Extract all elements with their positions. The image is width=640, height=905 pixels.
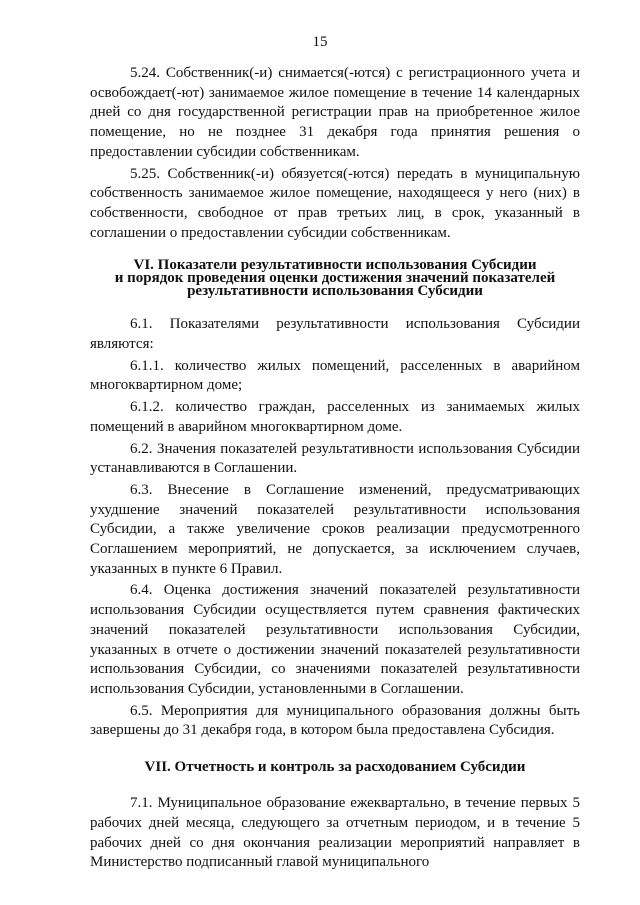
paragraph-7-1: 7.1. Муниципальное образование ежеквартально, в течение первых 5 рабочих дней месяца, следующего за отчетным периодом, и в течение 5 рабочих дней со дня окончания реализации мероприятий направляет в Министерство подписанный главой муниципального: [90, 795, 580, 871]
document-body: [90, 64, 580, 875]
paragraph-6-1-1: 6.1.1. количество жилых помещений, расселенных в аварийном многоквартирном доме;: [90, 357, 580, 394]
section-6-title-line-1: VI. Показатели результативности использования Субсидии: [133, 257, 537, 274]
section-6-title-line-2: и порядок проведения оценки достижения значений показателей: [114, 270, 556, 287]
paragraph-6-3: 6.3. Внесение в Соглашение изменений, предусматривающих ухудшение значений показателей результативности использования Субсидии, а также увеличение сроков реализации предусмотренного Соглашением мероприятий, не допускается, за исключением случаев, указанных в пункте 6 Правил.: [90, 481, 580, 577]
paragraph-6-5: 6.5. Мероприятия для муниципального образования должны быть завершены до 31 декабря года, в котором была предоставлена Субсидия.: [90, 702, 580, 739]
section-6-heading: [90, 259, 580, 298]
paragraph-6-1-2: 6.1.2. количество граждан, расселенных из занимаемых жилых помещений в аварийном многоквартирном доме.: [90, 399, 580, 435]
section-7-heading: [90, 758, 580, 777]
paragraph-5-25: 5.25. Собственник(-и) обязуется(-ются) передать в муниципальную собственность занимаемое жилое помещение, находящееся у него (них) в собственности, свободное от прав третьих лиц, в срок, указанный в соглашении о предоставлении субсидии собственникам.: [90, 165, 580, 241]
paragraph-6-2: 6.2. Значения показателей результативности использования Субсидии устанавливаются в Соглашении.: [90, 440, 580, 477]
paragraph-6-4: 6.4. Оценка достижения значений показателей результативности использования Субсидии осуществляется путем сравнения фактических значений показателей результативности использования Субсидии, указанных в отчете о достижении значений показателей результативности использования Субсидии, со значениями показателей результативности использования Субсидии, установленными в Соглашении.: [90, 582, 580, 697]
section-6-title-line-3: результативности использования Субсидии: [187, 283, 483, 300]
page-number: 15: [312, 34, 328, 50]
section-7-title: VII. Отчетность и контроль за расходованием Субсидии: [144, 759, 526, 776]
paragraph-5-24: 5.24. Собственник(-и) снимается(-ются) с регистрационного учета и освобождает(-ют) занимаемое жилое помещение в течение 14 календарных дней со дня государственной регистрации прав на приобретенное жилое помещение, но не позднее 31 декабря года принятия решения о предоставлении субсидии собственникам.: [90, 65, 580, 160]
paragraph-6-1: 6.1. Показателями результативности использования Субсидии являются:: [90, 316, 580, 353]
